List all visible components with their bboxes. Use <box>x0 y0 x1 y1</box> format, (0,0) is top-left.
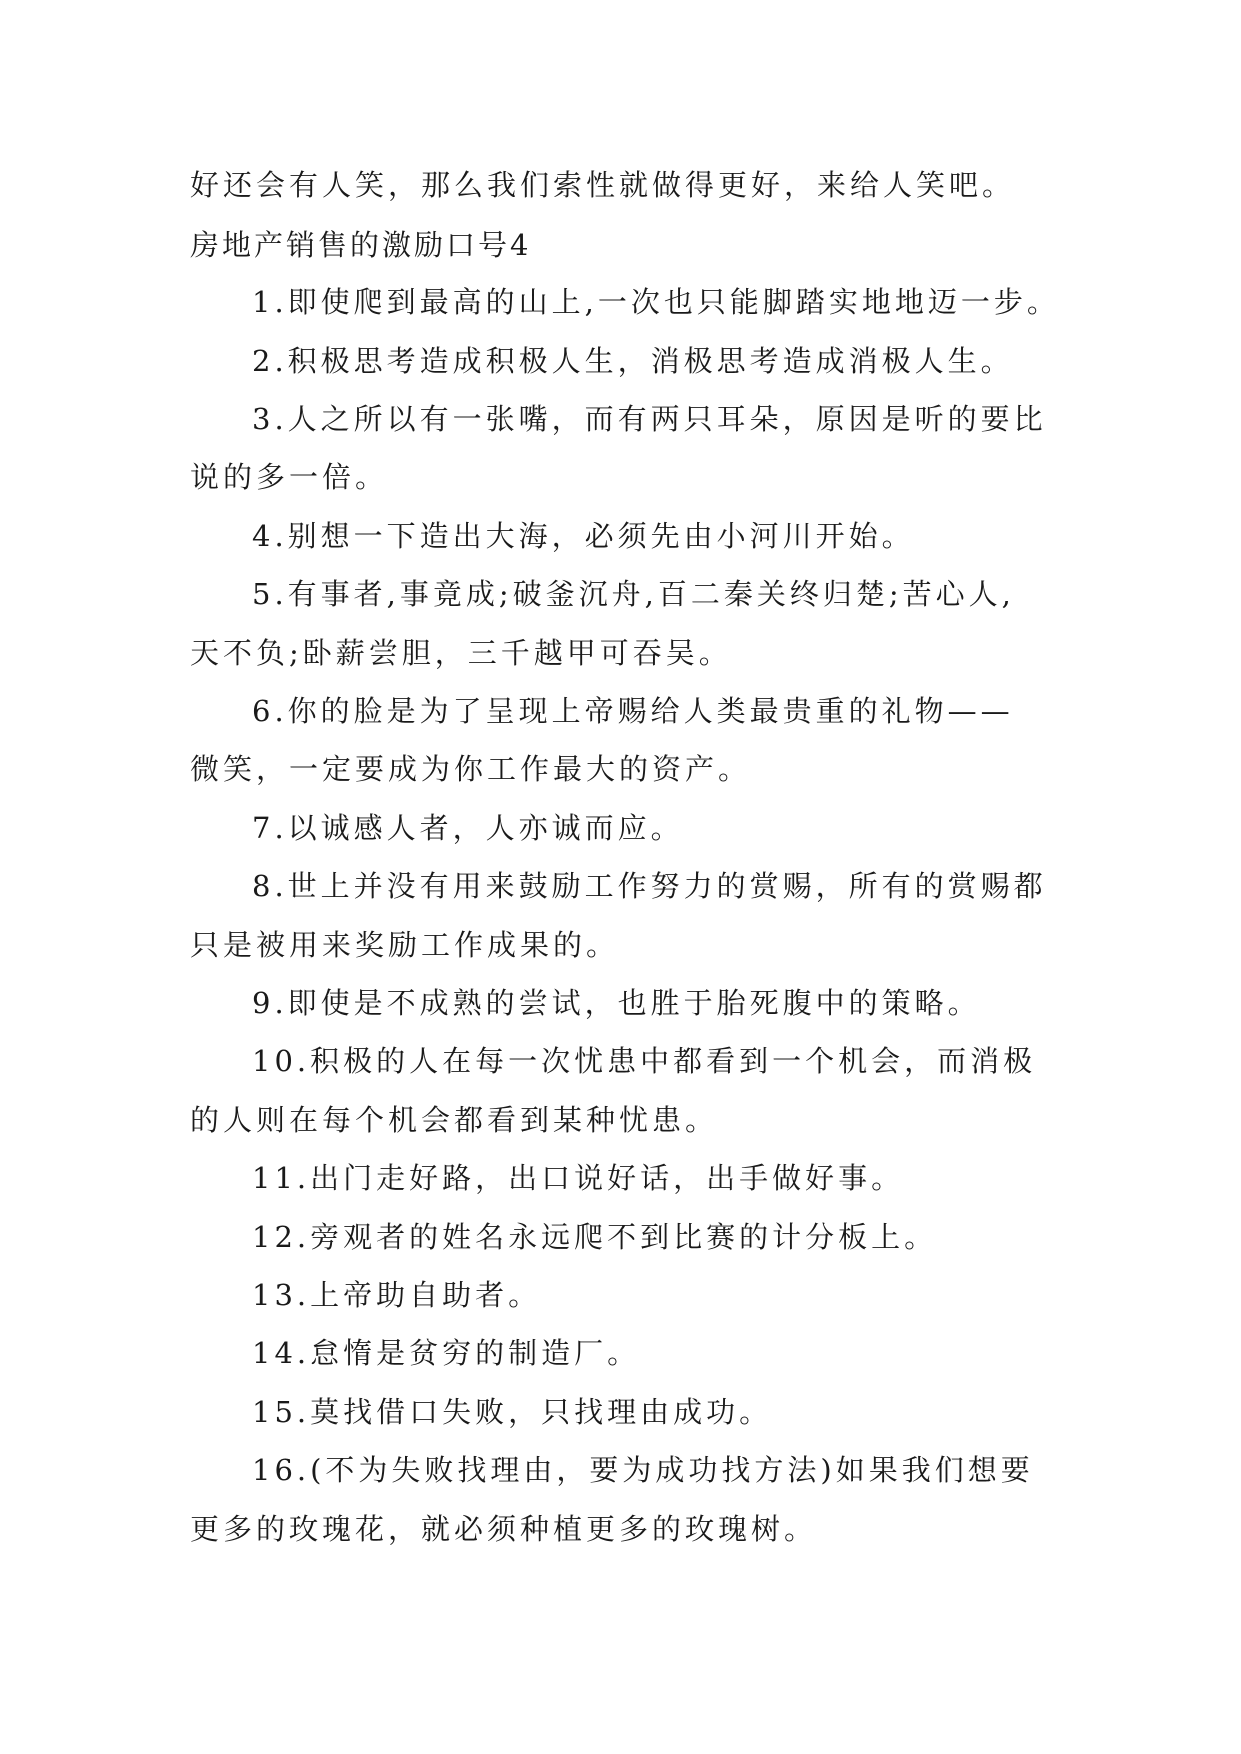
slogan-3-continued: 说的多一倍。 <box>190 460 389 494</box>
slogan-5-continued: 天不负;卧薪尝胆，三千越甲可吞吴。 <box>190 636 732 670</box>
slogan-5: 5.有事者,事竟成;破釜沉舟,百二秦关终归楚;苦心人, <box>252 577 1015 611</box>
slogan-14: 14.怠惰是贫穷的制造厂。 <box>252 1336 641 1370</box>
section-heading: 房地产销售的激励口号4 <box>190 228 532 262</box>
slogan-15: 15.莫找借口失败，只找理由成功。 <box>252 1395 773 1429</box>
slogan-7: 7.以诚感人者，人亦诚而应。 <box>252 811 684 845</box>
slogan-12: 12.旁观者的姓名永远爬不到比赛的计分板上。 <box>252 1220 938 1254</box>
slogan-10-continued: 的人则在每个机会都看到某种忧患。 <box>190 1103 719 1137</box>
slogan-9: 9.即使是不成熟的尝试，也胜于胎死腹中的策略。 <box>252 986 981 1020</box>
slogan-16: 16.(不为失败找理由，要为成功找方法)如果我们想要 <box>252 1453 1034 1487</box>
slogan-8-continued: 只是被用来奖励工作成果的。 <box>190 928 620 962</box>
continuation-line: 好还会有人笑，那么我们索性就做得更好，来给人笑吧。 <box>190 168 1016 202</box>
slogan-2: 2.积极思考造成积极人生，消极思考造成消极人生。 <box>252 344 1014 378</box>
slogan-16-continued: 更多的玫瑰花，就必须种植更多的玫瑰树。 <box>190 1512 818 1546</box>
slogan-1: 1.即使爬到最高的山上,一次也只能脚踏实地地迈一步。 <box>252 285 1060 319</box>
slogan-13: 13.上帝助自助者。 <box>252 1278 542 1312</box>
slogan-6: 6.你的脸是为了呈现上帝赐给人类最贵重的礼物—— <box>252 694 1014 728</box>
slogan-11: 11.出门走好路，出口说好话，出手做好事。 <box>252 1161 905 1195</box>
slogan-10: 10.积极的人在每一次忧患中都看到一个机会，而消极 <box>252 1044 1037 1078</box>
slogan-6-continued: 微笑，一定要成为你工作最大的资产。 <box>190 752 752 786</box>
slogan-4: 4.别想一下造出大海，必须先由小河川开始。 <box>252 519 915 553</box>
slogan-3: 3.人之所以有一张嘴，而有两只耳朵，原因是听的要比 <box>252 402 1047 436</box>
slogan-8: 8.世上并没有用来鼓励工作努力的赏赐，所有的赏赐都 <box>252 869 1047 903</box>
